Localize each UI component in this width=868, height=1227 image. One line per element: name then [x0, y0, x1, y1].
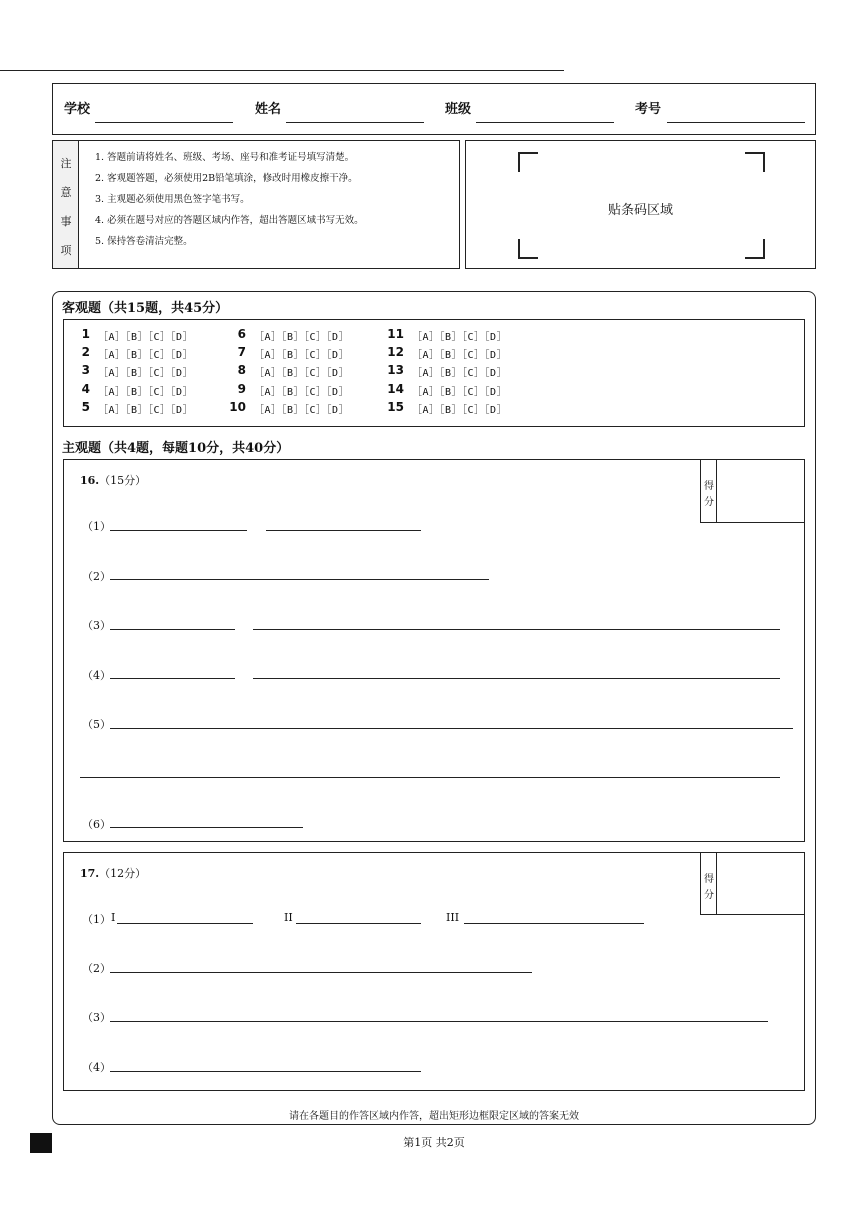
sub-part-label: III [446, 911, 460, 924]
answer-line[interactable] [110, 678, 235, 679]
class-input-line[interactable] [476, 122, 614, 123]
question-number: 10 [229, 400, 246, 414]
question-number: 5 [81, 400, 90, 414]
answer-bubbles[interactable]: ［A］［B］［C］［D］ [254, 332, 350, 343]
answer-line[interactable] [253, 678, 780, 679]
answer-line[interactable] [296, 923, 421, 924]
answer-bubbles[interactable]: ［A］［B］［C］［D］ [254, 405, 350, 416]
answer-line[interactable] [110, 827, 303, 828]
question-number: 13 [387, 363, 404, 377]
question-16-title [80, 472, 146, 488]
question-16-box [63, 459, 805, 842]
answer-line[interactable] [117, 923, 253, 924]
exam-number-input-line[interactable] [667, 122, 805, 123]
exam-number-label: 考号 [635, 102, 662, 117]
answer-bubbles[interactable]: ［A］［B］［C］［D］ [254, 368, 350, 379]
barcode-area [465, 140, 816, 269]
notice-char: 意 [60, 186, 72, 199]
question-number: 2 [81, 345, 90, 359]
score-label-char: 分 [704, 497, 714, 508]
sub-question-label: （3） [82, 619, 111, 632]
answer-bubbles[interactable]: ［A］［B］［C］［D］ [412, 332, 508, 343]
answer-line[interactable] [80, 777, 780, 778]
notice-char: 注 [60, 157, 72, 170]
corner-mark-top-right [745, 152, 765, 172]
question-number: 14 [387, 382, 404, 396]
answer-line[interactable] [110, 629, 235, 630]
answer-line[interactable] [110, 1021, 768, 1022]
answer-line[interactable] [110, 728, 793, 729]
notice-side-label [53, 141, 79, 268]
answer-bubbles[interactable]: ［A］［B］［C］［D］ [412, 405, 508, 416]
score-label-cell [701, 853, 717, 914]
answer-bubbles[interactable]: ［A］［B］［C］［D］ [412, 387, 508, 398]
question-17-title [80, 865, 146, 881]
notice-item: 3. 主观题必须使用黑色签字笔书写。 [95, 194, 250, 205]
question-number: 1 [81, 327, 90, 341]
name-input-line[interactable] [286, 122, 424, 123]
objective-section-title: 客观题（共15题，共45分） [62, 301, 229, 316]
notice-list [95, 147, 364, 252]
answer-line[interactable] [110, 1071, 421, 1072]
sub-question-label: （4） [82, 1061, 111, 1074]
question-number: 9 [237, 382, 246, 396]
sub-part-label: II [284, 911, 293, 924]
top-rule [0, 70, 564, 71]
answer-bubbles[interactable]: ［A］［B］［C］［D］ [98, 332, 194, 343]
answer-bubbles[interactable]: ［A］［B］［C］［D］ [98, 368, 194, 379]
notice-char: 事 [60, 215, 72, 228]
score-label-char: 得 [704, 481, 714, 492]
sub-question-label: （2） [82, 570, 111, 583]
answer-line[interactable] [464, 923, 644, 924]
answer-bubbles[interactable]: ［A］［B］［C］［D］ [98, 387, 194, 398]
answer-line[interactable] [110, 579, 489, 580]
score-box-17 [700, 853, 805, 915]
answer-bubbles[interactable]: ［A］［B］［C］［D］ [412, 350, 508, 361]
answer-bubbles[interactable]: ［A］［B］［C］［D］ [254, 350, 350, 361]
sub-question-label: （3） [82, 1011, 111, 1024]
sub-question-label: （6） [82, 818, 111, 831]
question-17-points: （12分） [99, 867, 147, 880]
answer-area-warning: 请在各题目的作答区域内作答，超出矩形边框限定区域的答案无效 [289, 1111, 579, 1122]
notice-item: 1. 答题前请将姓名、班级、考场、座号和准考证号填写清楚。 [95, 152, 355, 163]
notice-box [52, 140, 460, 269]
sub-part-label: I [111, 911, 116, 924]
answer-line[interactable] [110, 530, 247, 531]
page-number: 第1页 共2页 [403, 1136, 465, 1149]
school-label: 学校 [64, 102, 91, 117]
score-label-char: 得 [704, 874, 714, 885]
score-label-cell [701, 460, 717, 522]
question-number: 7 [237, 345, 246, 359]
name-label: 姓名 [255, 102, 282, 117]
sub-question-label: （1） [82, 520, 111, 533]
corner-mark-top-left [518, 152, 538, 172]
answer-line[interactable] [266, 530, 421, 531]
notice-item: 2. 客观题答题，必须使用2B铅笔填涂，修改时用橡皮擦干净。 [95, 173, 358, 184]
question-17-number: 17. [80, 867, 100, 880]
notice-item: 4. 必须在题号对应的答题区域内作答，超出答题区域书写无效。 [95, 215, 364, 226]
corner-mark-bottom-left [518, 239, 538, 259]
subjective-section-title: 主观题（共4题，每题10分，共40分） [62, 441, 290, 456]
answer-line[interactable] [253, 629, 780, 630]
score-label-char: 分 [704, 890, 714, 901]
answer-bubbles[interactable]: ［A］［B］［C］［D］ [412, 368, 508, 379]
answer-bubbles[interactable]: ［A］［B］［C］［D］ [98, 350, 194, 361]
answer-bubbles[interactable]: ［A］［B］［C］［D］ [98, 405, 194, 416]
question-number: 15 [387, 400, 404, 414]
notice-char: 项 [60, 244, 72, 257]
corner-mark-bottom-right [745, 239, 765, 259]
score-box-16 [700, 460, 805, 523]
question-16-points: （15分） [99, 474, 147, 487]
barcode-label: 贴条码区域 [607, 203, 673, 218]
sub-question-label: （4） [82, 669, 111, 682]
alignment-mark [30, 1133, 52, 1153]
answer-line[interactable] [110, 972, 532, 973]
class-label: 班级 [445, 102, 472, 117]
question-16-number: 16. [80, 474, 100, 487]
question-number: 12 [387, 345, 404, 359]
school-input-line[interactable] [95, 122, 233, 123]
sub-question-label: （1） [82, 913, 111, 926]
question-number: 8 [237, 363, 246, 377]
sub-question-label: （5） [82, 718, 111, 731]
sub-question-label: （2） [82, 962, 111, 975]
answer-bubbles[interactable]: ［A］［B］［C］［D］ [254, 387, 350, 398]
notice-item: 5. 保持答卷清洁完整。 [95, 236, 193, 247]
question-number: 3 [81, 363, 90, 377]
objective-answer-grid [63, 319, 805, 427]
question-number: 6 [237, 327, 246, 341]
question-number: 4 [81, 382, 90, 396]
question-number: 11 [387, 327, 404, 341]
student-info-box [52, 83, 816, 135]
